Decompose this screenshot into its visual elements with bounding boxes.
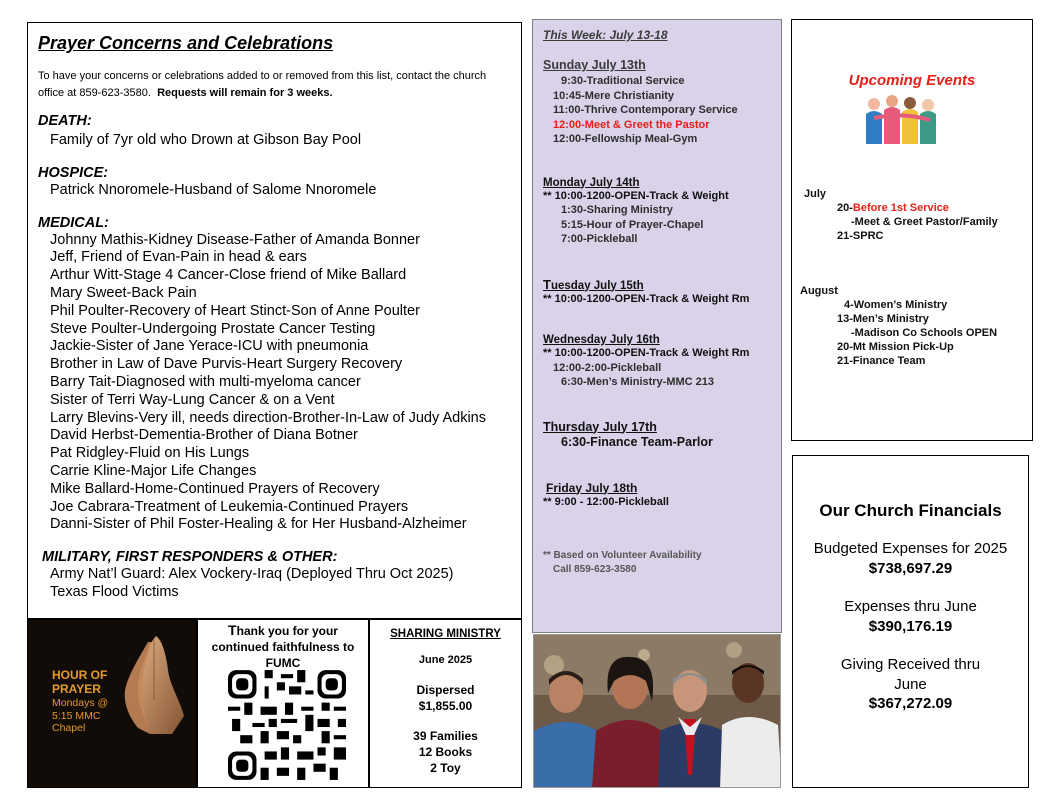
prayer-intro-text: To have your concerns or celebrations added to or removed from this list, contact the church office at 859-623-3580. — [38, 70, 487, 99]
day-heading-rest: uesday July 15th — [550, 279, 644, 292]
list-item: Family of 7yr old who Drown at Gibson Bay Pool — [50, 132, 362, 148]
military-section — [42, 548, 511, 602]
event: ** 10:00-1200-OPEN-Track & Weight — [543, 189, 729, 202]
prayer-title: Prayer Concerns and Celebrations — [38, 33, 334, 53]
list-item: Texas Flood Victims — [50, 583, 179, 600]
list-item: Army Nat’l Guard: Alex Vockery-Iraq (Deployed Thru Oct 2025) — [50, 566, 454, 583]
medical-section — [38, 214, 511, 535]
list-item: Danni-Sister of Phil Foster-Healing & for Her Husband-Alzheimer — [50, 516, 467, 533]
budget-value: $738,697.29 — [868, 559, 953, 577]
sharing-stats — [370, 728, 521, 776]
church-financials-panel — [792, 455, 1029, 788]
event-num: 20- — [837, 202, 853, 214]
upcoming-title: Upcoming Events — [848, 72, 976, 89]
event: 13-Men’s Ministry — [837, 313, 929, 325]
list-item: Jackie-Sister of Jane Yerace-ICU with pneumonia — [50, 338, 369, 355]
day-heading: Friday July 18th — [546, 480, 638, 495]
hospice-section — [38, 164, 511, 200]
list-item: Pat Ridgley-Fluid on His Lungs — [50, 445, 250, 462]
event-red-text: Before 1st Service — [852, 202, 949, 214]
thank-you-rest: hank you for your continued faithfulness to FUMC — [211, 624, 355, 670]
thank-you-first-letter: T — [228, 622, 237, 638]
upcoming-events-panel — [791, 19, 1033, 441]
sharing-ministry-panel — [369, 619, 522, 788]
event: 12:00-Fellowship Meal-Gym — [553, 133, 698, 145]
expenses-value: $390,176.19 — [868, 617, 953, 635]
dispersed-label: Dispersed — [416, 683, 475, 697]
event: 5:15-Hour of Prayer-Chapel — [561, 218, 704, 231]
event: ** 10:00-1200-OPEN-Track & Weight Rm — [543, 347, 750, 359]
day-heading: Thursday July 17th — [543, 419, 657, 434]
list-item: Steve Poulter-Undergoing Prostate Cancer Testing — [50, 320, 376, 337]
family-photo-image — [534, 635, 781, 788]
giving-label-2: June — [894, 675, 927, 693]
week-title: This Week: July 13-18 — [543, 28, 668, 42]
event: 4-Women’s Ministry — [844, 299, 948, 311]
sharing-heading: SHARING MINISTRY — [390, 628, 501, 640]
event: -Meet & Greet Pastor/Family — [851, 216, 998, 228]
death-section — [38, 112, 511, 150]
this-week-panel — [532, 19, 782, 633]
list-item: Brother in Law of Dave Purvis-Heart Surgery Recovery — [50, 356, 403, 373]
list-item: Larry Blevins-Very ill, needs direction-Brother-In-Law of Judy Adkins — [50, 409, 486, 426]
sharing-month: June 2025 — [418, 654, 473, 666]
sharing-dispersed — [370, 682, 521, 714]
families-count: 39 Families — [413, 729, 478, 743]
week-footnote — [543, 549, 771, 576]
footnote-call: Call 859-623-3580 — [553, 563, 637, 575]
day-heading: Sunday July 13th — [543, 58, 646, 72]
giving-value: $367,272.09 — [868, 695, 953, 712]
event: 12:00-Meet & Greet the Pastor — [553, 118, 710, 131]
expenses-label: Expenses thru June — [844, 598, 977, 615]
event: ** 9:00 - 12:00-Pickleball — [543, 495, 669, 508]
event: 20-Mt Mission Pick-Up — [837, 341, 954, 353]
books-count: 12 Books — [418, 745, 473, 759]
thank-you-text — [198, 622, 368, 671]
event: 6:30-Finance Team-Parlor — [561, 434, 713, 449]
list-item: Arthur Witt-Stage 4 Cancer-Close friend of Mike Ballard — [50, 267, 407, 284]
group-hug-icon — [862, 92, 942, 148]
day-heading-first: T — [543, 276, 551, 292]
list-item: David Herbst-Dementia-Brother of Diana Botner — [50, 427, 358, 444]
event: 7:00-Pickleball — [561, 233, 638, 245]
event: 9:30-Traditional Service — [561, 75, 685, 87]
prayer-concerns-panel — [27, 22, 522, 619]
day-thursday — [543, 420, 771, 451]
july-label: July — [804, 188, 827, 200]
hour-of-prayer-title: HOUR OF PRAYER — [52, 668, 108, 696]
list-item: Johnny Mathis-Kidney Disease-Father of Amanda Bonner — [50, 231, 420, 248]
budget-label: Budgeted Expenses for 2025 — [813, 540, 1008, 557]
death-heading: DEATH: — [38, 113, 92, 129]
list-item: Mike Ballard-Home-Continued Prayers of Recovery — [50, 480, 380, 497]
august-label: August — [800, 285, 838, 297]
military-heading: MILITARY, FIRST RESPONDERS & OTHER: — [42, 549, 338, 566]
toy-count: 2 Toy — [430, 761, 461, 775]
event: 11:00-Thrive Contemporary Service — [553, 104, 738, 116]
day-sunday — [543, 58, 771, 147]
list-item: Barry Tait-Diagnosed with multi-myeloma cancer — [50, 373, 361, 390]
july-events — [837, 201, 998, 243]
footnote-text: ** Based on Volunteer Availability — [543, 550, 702, 561]
day-friday — [543, 481, 771, 510]
financials-title: Our Church Financials — [819, 501, 1002, 520]
thank-you-panel — [197, 619, 369, 788]
event: 12:00-2:00-Pickleball — [553, 361, 662, 374]
august-events — [837, 298, 997, 368]
pastor-family-photo — [533, 634, 781, 788]
hour-of-prayer-detail: Mondays @ 5:15 MMC Chapel — [52, 697, 109, 734]
dispersed-amount: $1,855.00 — [418, 699, 473, 713]
prayer-intro-bold: Requests will remain for 3 weeks. — [157, 87, 333, 99]
day-heading — [543, 277, 771, 292]
list-item: Patrick Nnoromele-Husband of Salome Nnoromele — [50, 181, 377, 198]
list-item: Mary Sweet-Back Pain — [50, 284, 197, 301]
prayer-intro — [38, 68, 511, 102]
event: -Madison Co Schools OPEN — [851, 327, 998, 339]
event: 21-SPRC — [837, 230, 884, 242]
giving-label-1: Giving Received thru — [840, 656, 981, 673]
day-tuesday — [543, 277, 771, 307]
qr-code[interactable] — [228, 670, 346, 780]
day-heading: Wednesday July 16th — [543, 334, 660, 346]
day-monday — [543, 177, 771, 247]
list-item: Joe Cabrara-Treatment of Leukemia-Continued Prayers — [50, 498, 409, 515]
event: 21-Finance Team — [837, 355, 926, 367]
event: 10:45-Mere Christianity — [553, 89, 675, 102]
list-item: Carrie Kline-Major Life Changes — [50, 462, 257, 479]
event: 6:30-Men’s Ministry-MMC 213 — [561, 376, 715, 388]
day-wednesday — [543, 334, 771, 390]
hour-of-prayer-panel — [27, 619, 197, 788]
day-heading: Monday July 14th — [543, 176, 640, 189]
list-item: Sister of Terri Way-Lung Cancer & on a Vent — [50, 391, 335, 408]
event: 1:30-Sharing Ministry — [561, 204, 673, 216]
event — [837, 201, 998, 215]
event: ** 10:00-1200-OPEN-Track & Weight Rm — [543, 292, 750, 305]
hospice-heading: HOSPICE: — [38, 164, 109, 181]
medical-heading: MEDICAL: — [38, 214, 109, 231]
list-item: Phil Poulter-Recovery of Heart Stinct-Son of Anne Poulter — [50, 302, 420, 319]
list-item: Jeff, Friend of Evan-Pain in head & ears — [50, 249, 307, 266]
